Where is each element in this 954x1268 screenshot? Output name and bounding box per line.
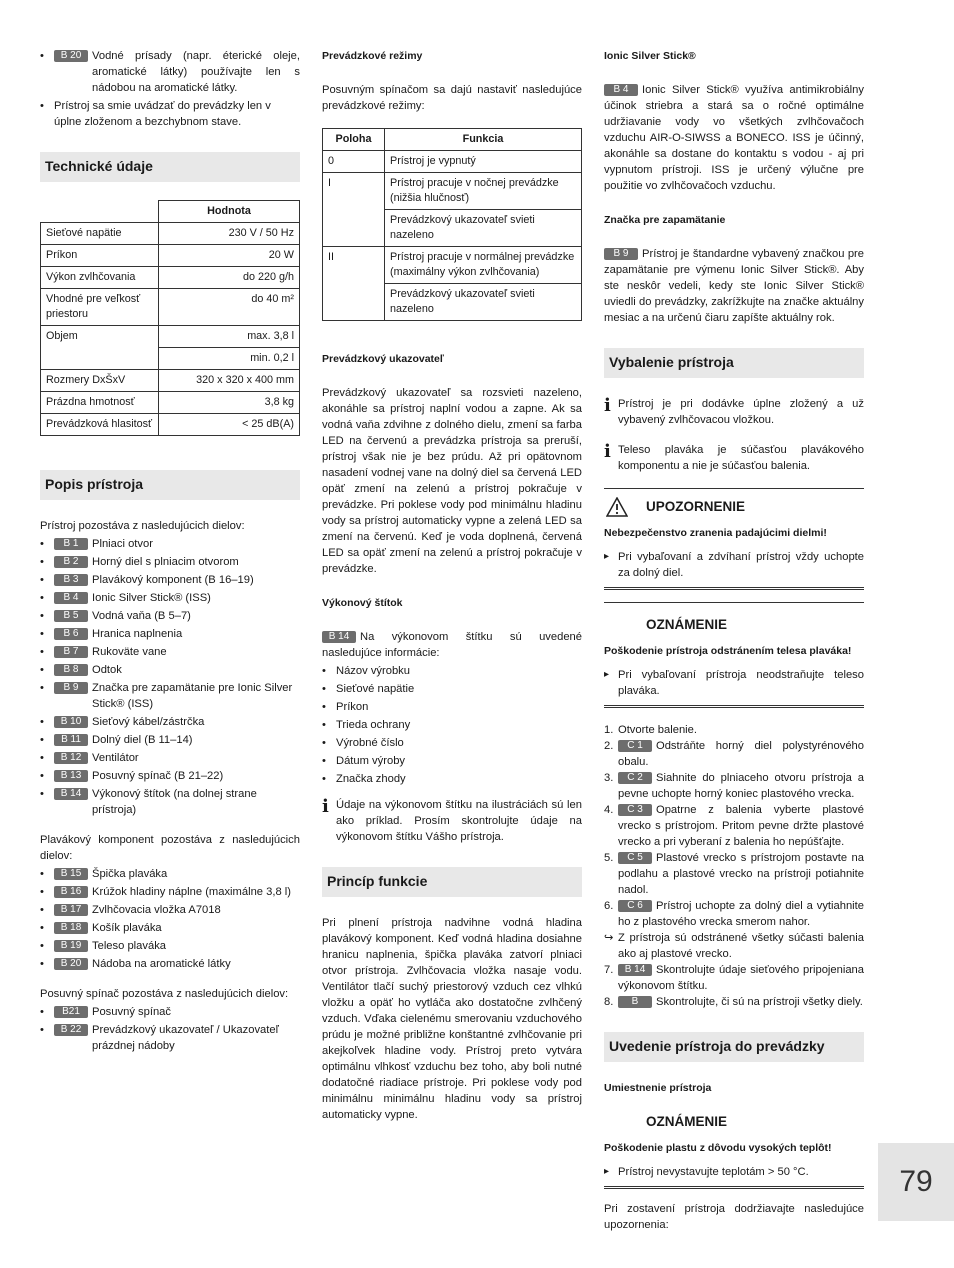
notice-item: ▸ Prístroj nevystavujte teplotám > 50 °C.: [604, 1164, 864, 1180]
list-item-text: Posuvný spínač (B 21–22): [92, 770, 224, 782]
step-text: Plastové vrecko s prístrojom postavte na podlahu a plastové vrecko na prístroji potiahnite nadol.: [618, 852, 864, 896]
section-title-startup: Uvedenie prístroja do prevádzky: [604, 1032, 864, 1062]
list-item: [40, 536, 300, 552]
figure-tag: B 4: [604, 84, 638, 96]
step-number: 5.: [604, 852, 614, 864]
figure-tag: • B 19: [54, 940, 88, 952]
figure-tag: • B 17: [54, 904, 88, 916]
list-item: • Názov výrobku: [322, 663, 582, 679]
paragraph-text: Na výkonovom štítku sú uvedené nasledujúce informácie:: [322, 631, 582, 659]
list-item-text: • Prístroj sa smie uvádzať do prevádzky len v úplne zloženom a bezchybnom stave.: [54, 100, 271, 128]
list-item: [40, 768, 300, 784]
info-note: [604, 442, 864, 474]
step-item: [604, 994, 864, 1010]
table-cell: II: [323, 247, 385, 321]
notice-heading: OZNÁMENIE: [646, 1114, 727, 1129]
step-item: [604, 962, 864, 994]
step-item: [604, 738, 864, 770]
step-number: ↪: [604, 932, 614, 944]
list-item: [40, 680, 300, 712]
step-item: [604, 930, 864, 962]
table-cell: Sieťové napätie: [41, 223, 159, 245]
figure-tag: • B 2: [54, 556, 88, 568]
table-row: [41, 289, 300, 326]
figure-tag: • B 15: [54, 868, 88, 880]
table-cell: Výkon zvlhčovania: [41, 267, 159, 289]
figure-tag: • B 20: [54, 50, 88, 62]
figure-tag: • B21: [54, 1006, 88, 1018]
step-text: Prístroj uchopte za dolný diel a vytiahnite ho z plastového vrecka smerom nahor.: [618, 900, 864, 928]
list-item-text: Posuvný spínač: [92, 1006, 171, 1018]
list-item: [40, 866, 300, 882]
paragraph: [604, 246, 864, 326]
paragraph: Plavákový komponent pozostáva z nasledujúcich dielov:: [40, 834, 300, 862]
subheading: Prevádzkový ukazovateľ: [322, 353, 444, 365]
figure-tag: B 14: [322, 631, 356, 643]
table-cell: Objem: [41, 326, 159, 370]
list-item: [40, 554, 300, 570]
info-text: Údaje na výkonovom štítku na ilustráciách sú len ako príklad. Prosím skontrolujte údaje na výkonovom štítku Vášho prístroja.: [336, 799, 582, 843]
warning-subtitle: Nebezpečenstvo zranenia padajúcimi dielmi!: [604, 527, 827, 539]
paragraph: [604, 82, 864, 194]
list-item: [40, 750, 300, 766]
table-cell: Prázdna hmotnosť: [41, 392, 159, 414]
figure-tag: • B 4: [54, 592, 88, 604]
list-item: [40, 48, 300, 96]
tech-table: [40, 200, 300, 436]
table-row: [323, 173, 582, 210]
table-cell: Vhodné pre veľkosť priestoru: [41, 289, 159, 326]
subheading: Značka pre zapamätanie: [604, 214, 726, 226]
modes-table: [322, 128, 582, 321]
list-item: [40, 732, 300, 748]
table-row: [41, 267, 300, 289]
notice-heading: OZNÁMENIE: [646, 617, 727, 632]
step-item: [604, 722, 864, 738]
section-title-description: Popis prístroja: [40, 470, 300, 500]
figure-tag: • B 11: [54, 734, 88, 746]
list-item: • Značka zhody: [322, 771, 582, 787]
figure-tag: • B 6: [54, 628, 88, 640]
list-item-text: Dolný diel (B 11–14): [92, 734, 193, 746]
table-cell: Prístroj je vypnutý: [385, 151, 582, 173]
list-item-text: Zvlhčovacia vložka A7018: [92, 904, 221, 916]
table-row: [41, 370, 300, 392]
list-item-text: Horný diel s plniacim otvorom: [92, 556, 239, 568]
figure-tag: B 14: [618, 964, 652, 976]
list-item: [40, 884, 300, 900]
table-cell: do 220 g/h: [159, 267, 300, 289]
info-icon: i: [322, 796, 329, 817]
paragraph: Prístroj pozostáva z nasledujúcich dielov:: [40, 520, 245, 532]
paragraph: Posuvným spínačom sa dajú nastaviť nasledujúce prevádzkové režimy:: [322, 84, 582, 112]
list-item: [40, 902, 300, 918]
table-header: Funkcia: [385, 129, 582, 151]
paragraph: Pri zostavení prístroja dodržiavajte nasledujúce upozornenia:: [604, 1203, 864, 1231]
list-item-text: Nádoba na aromatické látky: [92, 958, 231, 970]
step-number: 7.: [604, 964, 614, 976]
table-cell: Prevádzková hlasitosť: [41, 414, 159, 436]
list-item-text: Ionic Silver Stick® (ISS): [92, 592, 211, 604]
info-icon: i: [604, 395, 611, 416]
list-item: [40, 1004, 300, 1020]
list-item: [40, 1022, 300, 1054]
notice-subtitle: Poškodenie plastu z dôvodu vysokých teplôt!: [604, 1142, 832, 1154]
parts-list: [40, 1004, 300, 1054]
list-item: [40, 786, 300, 818]
list-item: [40, 644, 300, 660]
figure-tag: • B 3: [54, 574, 88, 586]
parts-list: [40, 866, 300, 972]
table-cell: Prevádzkový ukazovateľ svieti nazeleno: [385, 210, 582, 247]
table-header: Hodnota: [159, 201, 300, 223]
table-cell: do 40 m²: [159, 289, 300, 326]
notice-subtitle: Poškodenie prístroja odstránením telesa plaváka!: [604, 645, 852, 657]
step-number: 4.: [604, 804, 614, 816]
column-left: [40, 48, 300, 1068]
list-item-text: Krúžok hladiny náplne (maximálne 3,8 l): [92, 886, 291, 898]
table-row: [41, 414, 300, 436]
list-item: • Trieda ochrany: [322, 717, 582, 733]
table-row: [41, 326, 300, 348]
table-cell: Prístroj pracuje v nočnej prevádzke (nižšia hlučnosť): [385, 173, 582, 210]
list-item: [40, 572, 300, 588]
list-item: [40, 608, 300, 624]
table-cell: 230 V / 50 Hz: [159, 223, 300, 245]
step-text: Skontrolujte, či sú na prístroji všetky diely.: [656, 996, 863, 1008]
warning-triangle-icon: [606, 497, 628, 517]
page-number: 79: [878, 1143, 954, 1221]
column-middle: [322, 48, 582, 1137]
warning-box: [604, 488, 864, 590]
bullet-list-top: [40, 48, 300, 130]
info-text: Teleso plaváka je súčasťou plavákového komponentu a nie je súčasťou balenia.: [618, 444, 864, 472]
paragraph-text: Ionic Silver Stick® využíva antimikrobiálny účinok striebra a stará sa o ročné optimálne udržiavanie vody vo všetkých zvlhčovačoch vzduchu AIR-O-SIWSS a BONECO. ISS je účinný, akonáhle sa dostane do kontaktu s vodou - aj pri vypnutom prístroji. ISS je určený výlučne pre použitie vo zvlhčovačoch vzduchu.: [604, 84, 864, 192]
list-item: [40, 590, 300, 606]
warning-heading: [604, 495, 864, 525]
list-item-text: Ventilátor: [92, 752, 139, 764]
step-number: 2.: [604, 740, 614, 752]
notice-box: [604, 602, 864, 708]
figure-tag: • B 16: [54, 886, 88, 898]
step-item: [604, 802, 864, 850]
table-row: [323, 151, 582, 173]
subheading: Umiestnenie prístroja: [604, 1082, 712, 1094]
list-item: • Výrobné číslo: [322, 735, 582, 751]
paragraph-text: Prístroj je štandardne vybavený značkou pre zapamätanie pre výmenu Ionic Silver Stick®. Aby ste neskôr vedeli, kedy ste Ionic Silver Stick® uviedli do prevádzky, zakrížkujte na značke aktuálny mesiac a na určenú čiaru zapíšte aktuálny rok.: [604, 248, 864, 324]
list-item-text: Teleso plaváka: [92, 940, 167, 952]
figure-tag: C 1: [618, 740, 652, 752]
step-text: Siahnite do plniaceho otvoru prístroja a pevne uchopte horný koniec plastového vrecka.: [618, 772, 864, 800]
list-item: • Sieťové napätie: [322, 681, 582, 697]
list-item-text: Rukoväte vane: [92, 646, 167, 658]
figure-tag: C 6: [618, 900, 652, 912]
figure-tag: B: [618, 996, 652, 1008]
figure-tag: • B 10: [54, 716, 88, 728]
list-item-text: Prevádzkový ukazovateľ / Ukazovateľ prázdnej nádoby: [92, 1024, 279, 1052]
step-text: Skontrolujte údaje sieťového pripojeniana výkonovom štítku.: [618, 964, 864, 992]
table-cell: Rozmery DxŠxV: [41, 370, 159, 392]
list-item-text: Vodné prísady (napr. éterické oleje, aromatické látky) používajte len s nádobou na aromatické látky.: [92, 50, 300, 94]
list-item: • Dátum výroby: [322, 753, 582, 769]
figure-tag: • B 14: [54, 788, 88, 800]
figure-tag: • B 5: [54, 610, 88, 622]
warning-item: ▸ Pri vybaľovaní a zdvíhaní prístroj vždy uchopte za dolný diel.: [604, 549, 864, 581]
list-item-text: Vodná vaňa (B 5–7): [92, 610, 191, 622]
list-item: [40, 920, 300, 936]
list-item-text: Košík plaváka: [92, 922, 162, 934]
section-title-function: Princíp funkcie: [322, 867, 582, 897]
table-cell: 320 x 320 x 400 mm: [159, 370, 300, 392]
subheading: Prevádzkové režimy: [322, 50, 423, 62]
table-row: [41, 245, 300, 267]
step-item: [604, 850, 864, 898]
step-text: Otvorte balenie.: [618, 724, 697, 736]
subheading: Výkonový štítok: [322, 597, 403, 609]
figure-tag: • B 8: [54, 664, 88, 676]
figure-tag: C 3: [618, 804, 652, 816]
figure-tag: • B 1: [54, 538, 88, 550]
table-row: [41, 223, 300, 245]
list-item-text: Špička plaváka: [92, 868, 168, 880]
figure-tag: C 5: [618, 852, 652, 864]
step-item: [604, 898, 864, 930]
paragraph: Prevádzkový ukazovateľ sa rozsvieti nazeleno, akonáhle sa prístroj naplní vodou a zapne. Ak sa vodná vaňa zdvihne z dolného dielu, zmení sa farba LED na červenú a prevádzka prístroja sa preruší, prístroj však nie je bez prúdu. Až pri opätovnom nasadení vodnej vane na dolný diel sa červená LED opäť zmení na zelenú a prístroj pokračuje v prevádzke. Pri poklese vody pod minimálnu hladinu vody sa prístroj automaticky vypne a zelená LED sa zmení na červenú. Keď je voda doplnená, červená LED sa opäť zmení na zelenú a prístroj pokračuje v prevádzke.: [322, 387, 582, 575]
info-note: [604, 396, 864, 428]
figure-tag: • B 22: [54, 1024, 88, 1036]
table-cell: 20 W: [159, 245, 300, 267]
info-note: [322, 797, 582, 845]
table-cell: 3,8 kg: [159, 392, 300, 414]
paragraph: Pri plnení prístroja nadvihne vodná hladina plavákový komponent. Keď vodná hladina dosiahne hranicu naplnenia, špička plaváka zatvorí plniaci otvor prístroja. Zvlhčovacia vložka nasaje vodu. Ventilátor tlačí suchý priestorový vzduch cez vlhkú vložku a opäť ho vytláča ako dostatočne zvlhčený vzduch. Vďaka cielenému smerovaniu vzduchového prúdu je možné približne konštantné zvlhčovanie pri akejkoľvek hladine vody. Prístroj preto vytvára optimálnu vlhkosť vzduchu bez toho, aby boli nutné dodatočné riadiace prístroje. Pri poklese vody pod minimálnu minimálnu hladinu vody sa prístroj automaticky vypne.: [322, 917, 582, 1121]
figure-tag: • B 18: [54, 922, 88, 934]
paragraph: Posuvný spínač pozostáva z nasledujúcich dielov:: [40, 988, 289, 1000]
figure-tag: • B 13: [54, 770, 88, 782]
table-header: Poloha: [323, 129, 385, 151]
table-cell: min. 0,2 l: [159, 348, 300, 370]
figure-tag: • B 20: [54, 958, 88, 970]
table-row: [41, 392, 300, 414]
section-title-tech: Technické údaje: [40, 152, 300, 182]
list-item: [40, 662, 300, 678]
step-item: [604, 770, 864, 802]
table-cell: Príkon: [41, 245, 159, 267]
subheading: Ionic Silver Stick®: [604, 50, 696, 62]
list-item-text: Odtok: [92, 664, 122, 676]
step-text: Z prístroja sú odstránené všetky súčasti balenia ako aj plastové vrecko.: [618, 932, 864, 960]
table-cell: max. 3,8 l: [159, 326, 300, 348]
list-item: [40, 714, 300, 730]
table-cell: 0: [323, 151, 385, 173]
column-right: [604, 48, 864, 1247]
step-number: 1.: [604, 724, 614, 736]
step-text: Opatrne z balenia vyberte plastové vrecko s prístrojom. Pritom pevne držte plastové vrecko a pri vyberaní z balenia ho nepúšťajte.: [618, 804, 864, 848]
info-icon: i: [604, 441, 611, 462]
figure-tag: • B 12: [54, 752, 88, 764]
section-title-unpacking: Vybalenie prístroja: [604, 348, 864, 378]
table-cell: Prevádzkový ukazovateľ svieti nazeleno: [385, 284, 582, 321]
figure-tag: C 2: [618, 772, 652, 784]
table-cell: I: [323, 173, 385, 247]
step-text: Odstráňte horný diel polystyrénového obalu.: [618, 740, 864, 768]
paragraph: [322, 629, 582, 661]
list-item: • Príkon: [322, 699, 582, 715]
list-item-text: Hranica naplnenia: [92, 628, 183, 640]
notice-item: ▸ Pri vybaľovaní prístroja neodstraňujte teleso plaváka.: [604, 667, 864, 699]
list-item-text: Výkonový štítok (na dolnej strane prístroja): [92, 788, 257, 816]
list-item: [40, 956, 300, 972]
list-item: [40, 626, 300, 642]
step-number: 8.: [604, 996, 614, 1008]
list-item-text: Plniaci otvor: [92, 538, 153, 550]
table-row: [323, 247, 582, 284]
figure-tag: B 9: [604, 248, 638, 260]
plate-items-list: [322, 663, 582, 787]
parts-list: [40, 536, 300, 818]
notice-box: [604, 1106, 864, 1189]
list-item-text: Značka pre zapamätanie pre Ionic Silver Stick® (ISS): [92, 682, 293, 710]
list-item: [40, 98, 300, 130]
steps-list: [604, 722, 864, 1010]
table-cell: < 25 dB(A): [159, 414, 300, 436]
info-text: Prístroj je pri dodávke úplne zložený a už vybavený zvlhčovacou vložkou.: [618, 398, 864, 426]
step-number: 3.: [604, 772, 614, 784]
step-number: 6.: [604, 900, 614, 912]
list-item-text: Sieťový kábel/zástrčka: [92, 716, 205, 728]
list-item: [40, 938, 300, 954]
figure-tag: • B 9: [54, 682, 88, 694]
table-header-empty: [41, 201, 159, 223]
table-cell: Prístroj pracuje v normálnej prevádzke (maximálny výkon zvlhčovania): [385, 247, 582, 284]
warning-title: UPOZORNENIE: [646, 499, 746, 514]
list-item-text: Plavákový komponent (B 16–19): [92, 574, 254, 586]
figure-tag: • B 7: [54, 646, 88, 658]
